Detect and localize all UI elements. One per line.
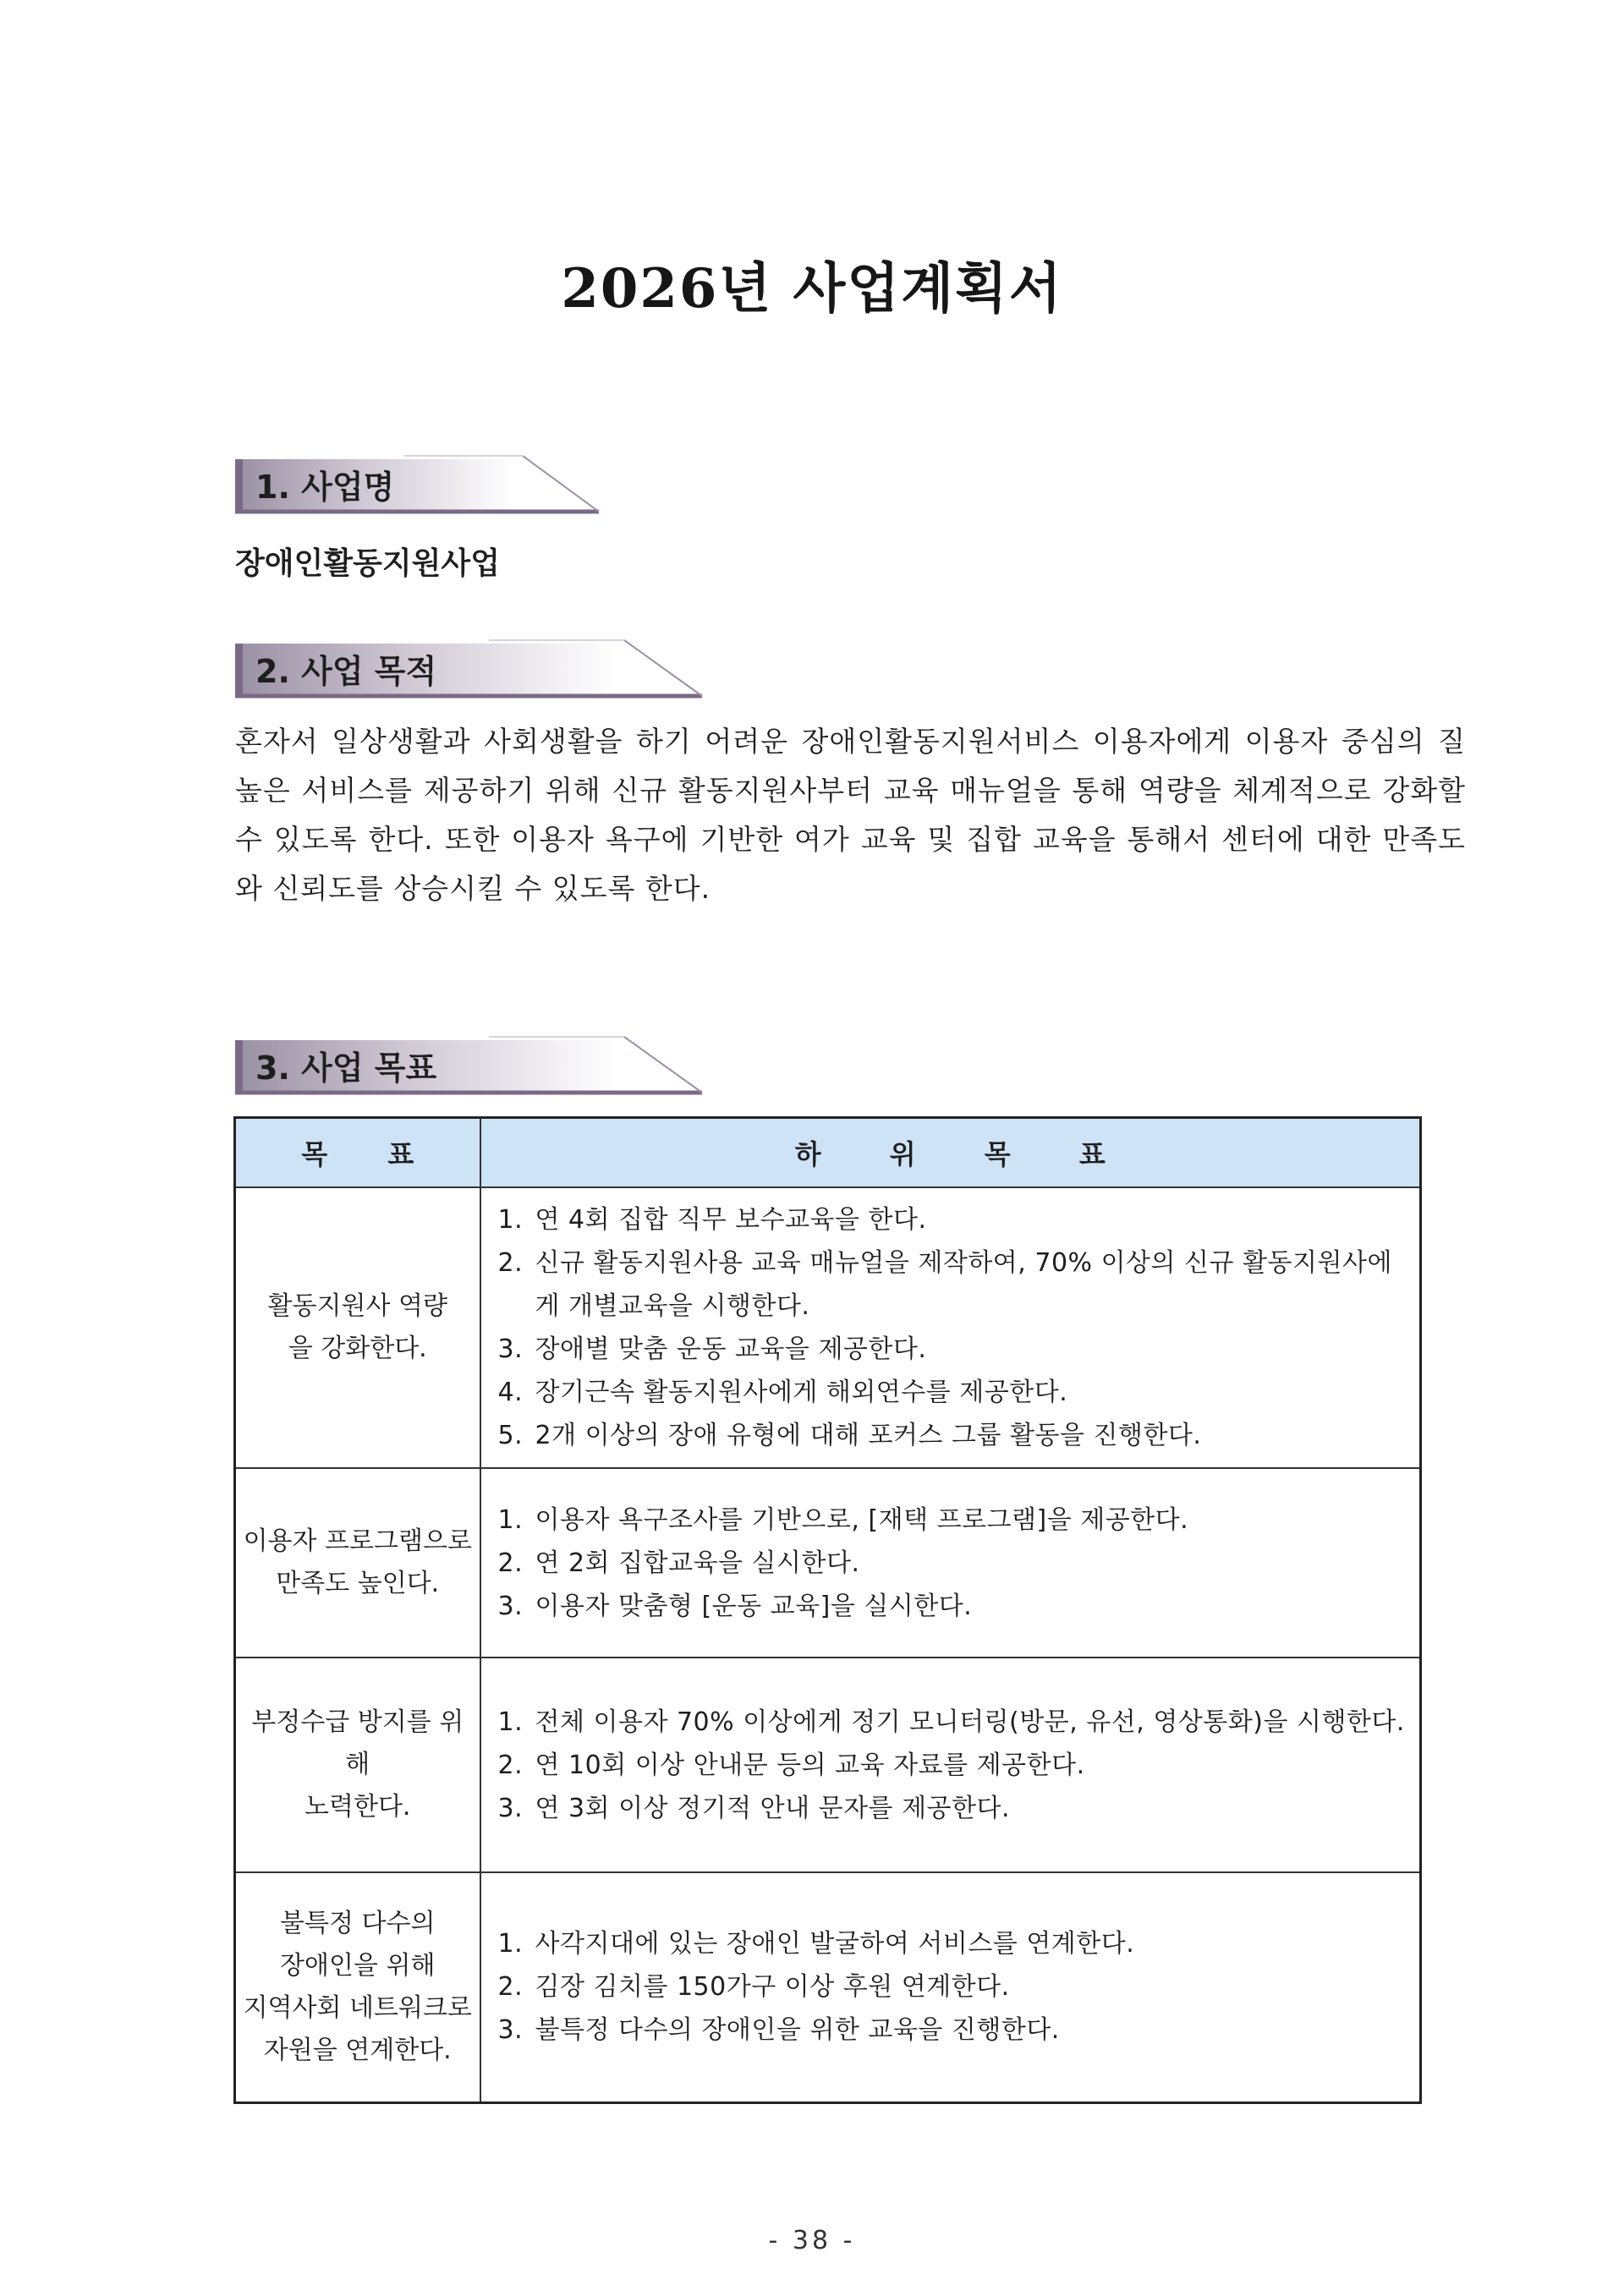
goal-line: 활동지원사 역량 xyxy=(267,1291,447,1321)
sub-goals-cell xyxy=(480,1872,1421,2102)
purpose-paragraph: 혼자서 일상생활과 사회생활을 하기 어려운 장애인활동지원서비스 이용자에게 이용자 중심의 질 높은 서비스를 제공하기 위해 신규 활동지원사부터 교육 매뉴얼을 통해 역량을 체계적으로 강화할 수 있도록 한다. 또한 이용자 욕구에 기반한 여가 교육 및 집합 교육을 통해서 센터에 대한 만족도와 신뢰도를 상승시킬 수 있도록 한다. xyxy=(235,725,1466,905)
sub-goal-item: 2. 신규 활동지원사용 교육 매뉴얼을 제작하여, 70% 이상의 신규 활동지원사에게 개별교육을 시행한다. xyxy=(497,1248,1392,1321)
sub-goal-item: 5. 2개 이상의 장애 유형에 대해 포커스 그룹 활동을 진행한다. xyxy=(497,1421,1202,1450)
goal-line: 만족도 높인다. xyxy=(276,1569,440,1598)
goal-cell xyxy=(235,1872,480,2102)
goal-line: 노력한다. xyxy=(304,1792,411,1822)
sub-goal-item: 4. 장기근속 활동지원사에게 해외연수를 제공한다. xyxy=(497,1378,1068,1407)
project-name: 장애인활동지원사업 xyxy=(235,546,500,581)
sub-goal-list xyxy=(498,1701,1412,1830)
table-row xyxy=(235,1658,1421,1872)
section-heading-label: 2. 사업 목적 xyxy=(255,653,437,690)
sub-goal-item: 2. 김장 김치를 150가구 이상 후원 연계한다. xyxy=(497,1972,1010,2003)
sub-goal-item: 2. 연 10회 이상 안내문 등의 교육 자료를 제공한다. xyxy=(497,1750,1085,1780)
goal-line: 부정수급 방지를 위해 xyxy=(251,1707,464,1779)
sub-goal-item: 3. 이용자 맞춤형 [운동 교육]을 실시한다. xyxy=(497,1591,973,1621)
sub-goals-cell xyxy=(480,1187,1421,1468)
goal-line: 자원을 연계한다. xyxy=(263,2035,452,2065)
goal-line: 불특정 다수의 xyxy=(280,1908,436,1938)
sub-goal-item: 2. 연 2회 집합교육을 실시한다. xyxy=(497,1548,860,1578)
goal-cell xyxy=(235,1468,480,1658)
goal-cell xyxy=(235,1658,480,1872)
section-heading-purpose xyxy=(235,637,709,704)
table-row xyxy=(235,1187,1421,1468)
header-goal: 목 표 xyxy=(235,1118,480,1188)
sub-goal-list xyxy=(498,1499,1412,1628)
goal-line: 을 강화한다. xyxy=(288,1334,427,1363)
sub-goal-item: 1. 전체 이용자 70% 이상에게 정기 모니터링(방문, 유선, 영상통화)을 시행한다. xyxy=(497,1707,1405,1737)
goal-line: 지역사회 네트워크로 xyxy=(243,1992,472,2023)
table-header-row xyxy=(235,1118,1421,1188)
sub-goal-item: 3. 불특정 다수의 장애인을 위한 교육을 진행한다. xyxy=(497,2015,1060,2046)
sub-goal-item: 3. 연 3회 이상 정기적 안내 문자를 제공한다. xyxy=(497,1793,1011,1823)
section-heading-name xyxy=(235,452,709,520)
sub-goals-cell xyxy=(480,1468,1421,1658)
section-heading-label: 1. 사업명 xyxy=(255,469,395,506)
sub-goals-cell xyxy=(480,1658,1421,1872)
goal-cell xyxy=(235,1187,480,1468)
table-row xyxy=(235,1468,1421,1658)
sub-goal-item: 1. 사각지대에 있는 장애인 발굴하여 서비스를 연계한다. xyxy=(497,1929,1135,1959)
page-title: 2026년 사업계획서 xyxy=(561,257,1063,321)
goal-line: 이용자 프로그램으로 xyxy=(243,1526,472,1556)
sub-goal-list xyxy=(498,1198,1412,1457)
sub-goal-item: 1. 연 4회 집합 직무 보수교육을 한다. xyxy=(497,1205,927,1235)
sub-goal-item: 1. 이용자 욕구조사를 기반으로, [재택 프로그램]을 제공한다. xyxy=(497,1504,1189,1535)
table-row xyxy=(235,1872,1421,2102)
sub-goal-item: 3. 장애별 맞춤 운동 교육을 제공한다. xyxy=(497,1334,927,1364)
goals-table xyxy=(233,1116,1422,2104)
header-sub-goals: 하 위 목 표 xyxy=(480,1118,1421,1188)
section-heading-label: 3. 사업 목표 xyxy=(255,1049,437,1087)
sub-goal-list xyxy=(498,1922,1412,2052)
goal-line: 장애인을 위해 xyxy=(280,1950,436,1981)
page-number: - 38 - xyxy=(768,2226,856,2255)
section-heading-goals xyxy=(235,1033,709,1101)
